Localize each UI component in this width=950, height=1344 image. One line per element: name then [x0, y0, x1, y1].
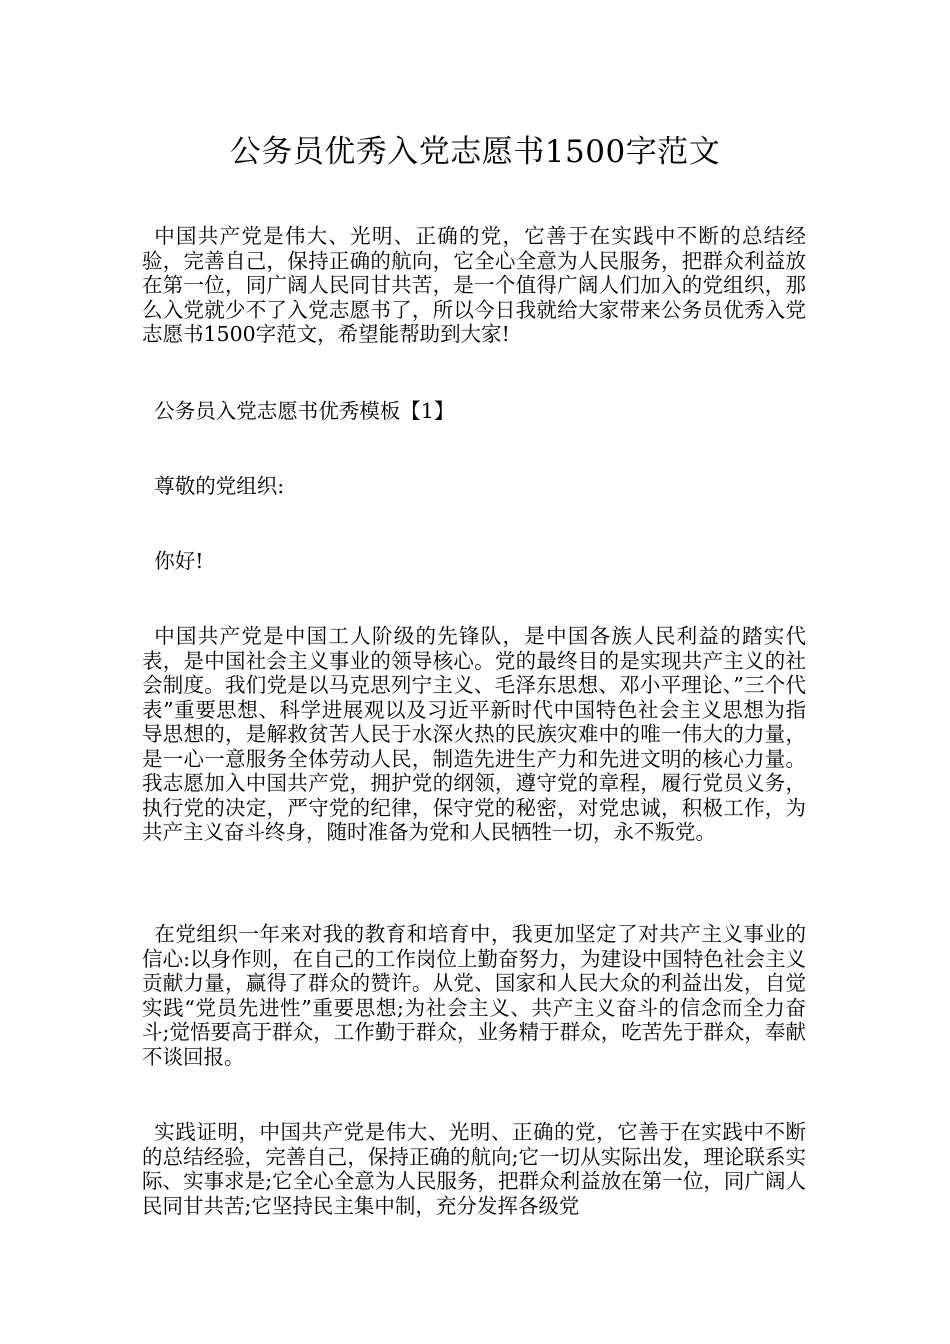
- body-paragraph-3: 实践证明，中国共产党是伟大、光明、正确的党，它善于在实践中不断的总结经验，完善自己，保持正确的航向;它一切从实际出发，理论联系实际、实事求是;它全心全意为人民服务，把群众利益放在第一位，同广阔人民同甘共苦;它坚持民主集中制，充分发挥各级党: [142, 1120, 806, 1218]
- section-heading: 公务员入党志愿书优秀模板【1】: [154, 399, 455, 423]
- salutation-line: 尊敬的党组织:: [154, 474, 285, 498]
- document-title: 公务员优秀入党志愿书1500字范文: [229, 134, 721, 170]
- intro-paragraph: 中国共产党是伟大、光明、正确的党，它善于在实践中不断的总结经验，完善自己，保持正确的航向，它全心全意为人民服务，把群众利益放在第一位，同广阔人民同甘共苦，是一个值得广阔人们加入的党组织，那么入党就少不了入党志愿书了，所以今日我就给大家带来公务员优秀入党志愿书1500字范文，希望能帮助到大家!: [142, 224, 806, 346]
- body-paragraph-2: 在党组织一年来对我的教育和培育中，我更加坚定了对共产主义事业的信心:以身作则，在自己的工作岗位上勤奋努力，为建设中国特色社会主义贡献力量，赢得了群众的赞许。从党、国家和人民大众的利益出发，自觉实践“党员先进性”重要思想;为社会主义、共产主义奋斗的信念而全力奋斗;觉悟要高于群众，工作勤于群众，业务精于群众，吃苦先于群众，奉献不谈回报。: [142, 922, 806, 1069]
- body-paragraph-1: 中国共产党是中国工人阶级的先锋队，是中国各族人民利益的踏实代表，是中国社会主义事业的领导核心。党的最终目的是实现共产主义的社会制度。我们党是以马克思列宁主义、毛泽东思想、邓小平理论、”三个代表”重要思想、科学进展观以及习近平新时代中国特色社会主义思想为指导思想的，是解救贫苦人民于水深火热的民族灾难中的唯一伟大的力量，是一心一意服务全体劳动人民，制造先进生产力和先进文明的核心力量。我志愿加入中国共产党，拥护党的纲领，遵守党的章程，履行党员义务，执行党的决定，严守党的纪律，保守党的秘密，对党忠诚，积极工作，为共产主义奋斗终身，随时准备为党和人民牺牲一切，永不叛党。: [142, 624, 806, 844]
- greeting-line: 你好!: [154, 549, 204, 573]
